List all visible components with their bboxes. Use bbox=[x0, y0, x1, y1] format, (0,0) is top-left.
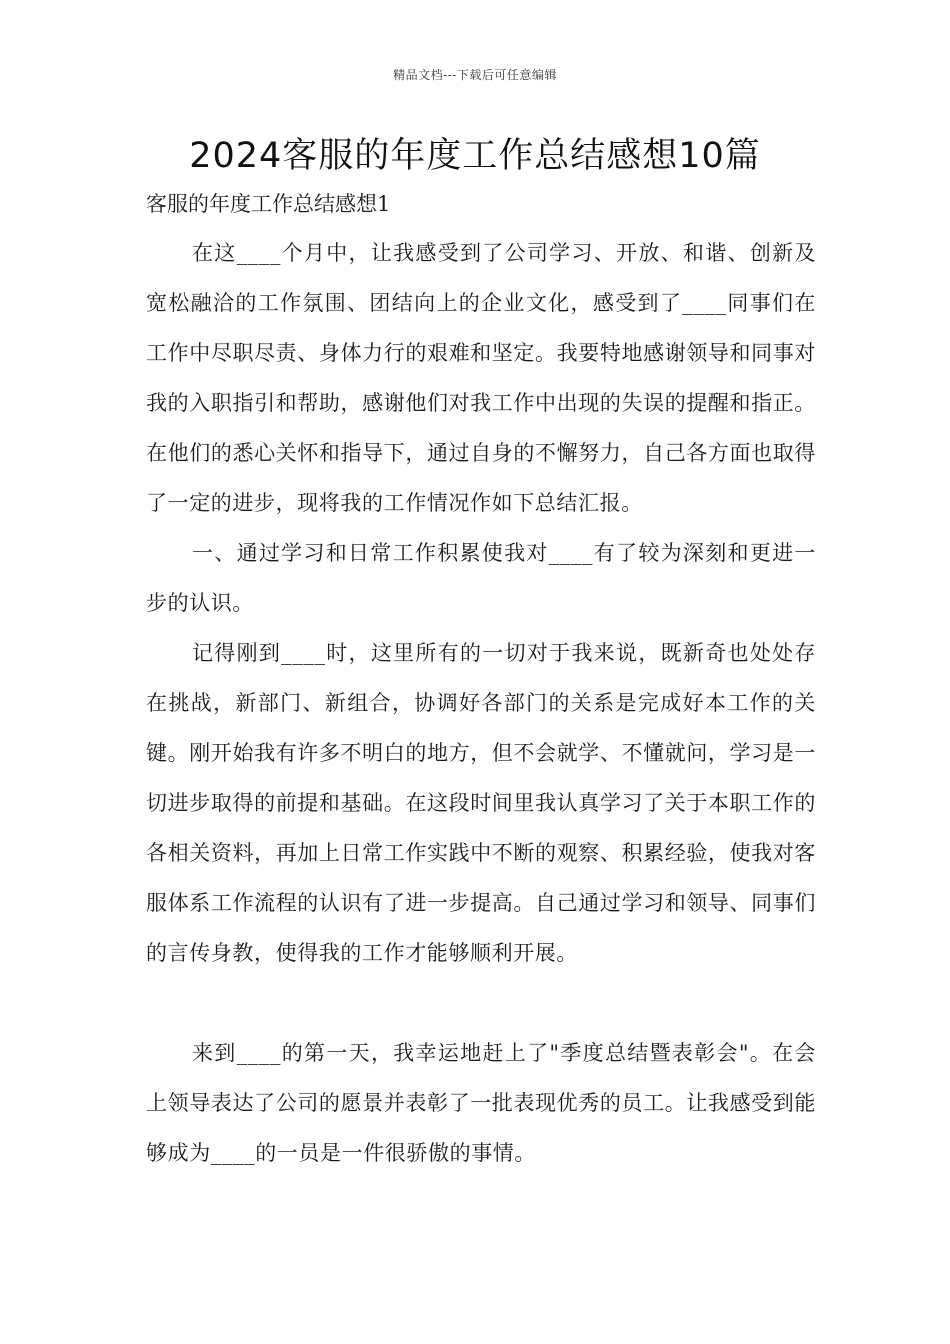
paragraph-2: 一、通过学习和日常工作积累使我对____有了较为深刻和更进一步的认识。 bbox=[146, 541, 816, 615]
document-title: 2024客服的年度工作总结感想10篇 bbox=[189, 136, 761, 176]
paragraph-1: 在这____个月中，让我感受到了公司学习、开放、和谐、创新及宽松融洽的工作氛围、团结向上的企业文化，感受到了____同事们在工作中尽职尽责、身体力行的艰难和坚定。我要特地感谢领导和同事对我的入职指引和帮助，感谢他们对我工作中出现的失误的提醒和指正。在他们的悉心关怀和指导下，通过自身的不懈努力，自己各方面也取得了一定的进步，现将我的工作情况作如下总结汇报。 bbox=[146, 241, 816, 515]
document-body bbox=[146, 228, 816, 1178]
paragraph-4: 来到____的第一天，我幸运地赶上了"季度总结暨表彰会"。在会上领导表达了公司的愿景并表彰了一批表现优秀的员工。让我感受到能够成为____的一员是一件很骄傲的事情。 bbox=[146, 1041, 816, 1165]
paragraph-3: 记得刚到____时，这里所有的一切对于我来说，既新奇也处处存在挑战，新部门、新组合，协调好各部门的关系是完成好本工作的关键。刚开始我有许多不明白的地方，但不会就学、不懂就问，学习是一切进步取得的前提和基础。在这段时间里我认真学习了关于本职工作的各相关资料，再加上日常工作实践中不断的观察、积累经验，使我对客服体系工作流程的认识有了进一步提高。自己通过学习和领导、同事们的言传身教，使得我的工作才能够顺利开展。 bbox=[146, 641, 816, 965]
header-note: 精品文档---下载后可任意编辑 bbox=[393, 68, 557, 82]
section-title: 客服的年度工作总结感想1 bbox=[146, 192, 391, 216]
